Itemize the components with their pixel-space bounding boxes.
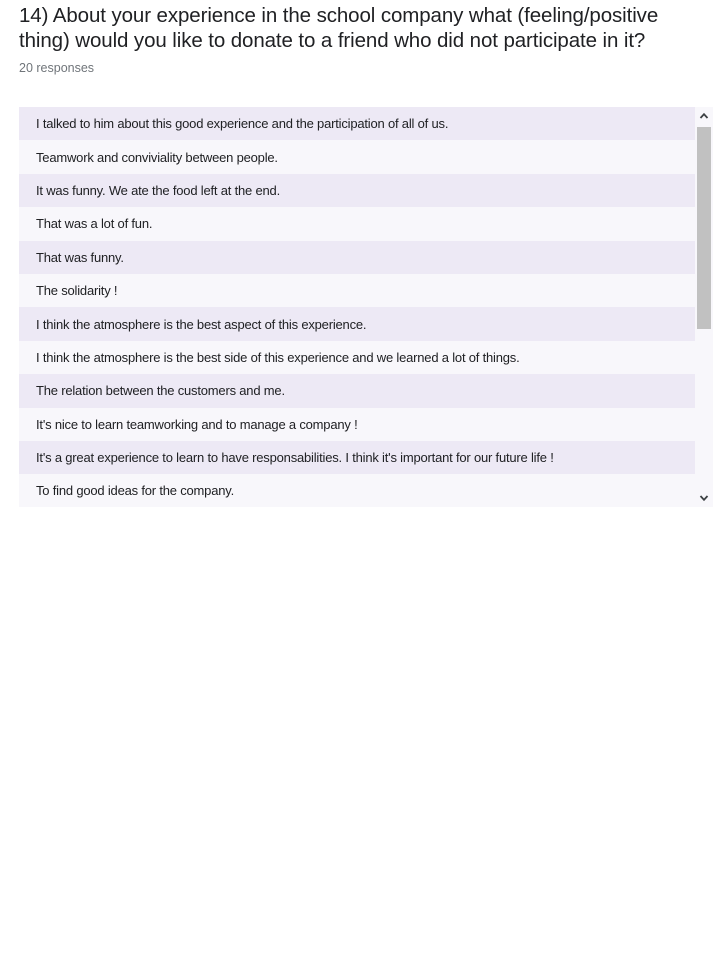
scrollbar[interactable]	[695, 107, 713, 507]
chevron-up-icon	[699, 111, 709, 121]
scroll-down-button[interactable]	[695, 489, 713, 507]
responses-list[interactable]	[19, 107, 695, 507]
list-item	[19, 408, 695, 441]
list-item	[19, 274, 695, 307]
list-item	[19, 174, 695, 207]
response-text: That was funny.	[36, 249, 124, 265]
response-text: Teamwork and conviviality between people.	[36, 149, 278, 165]
response-text: The relation between the customers and me.	[36, 383, 285, 399]
list-item	[19, 307, 695, 340]
response-text: The solidarity !	[36, 283, 118, 299]
response-text: I talked to him about this good experience and the participation of all of us.	[36, 116, 449, 132]
list-item	[19, 107, 695, 140]
list-item	[19, 341, 695, 374]
list-item	[19, 207, 695, 240]
response-text: To find good ideas for the company.	[36, 483, 234, 499]
list-item	[19, 474, 695, 507]
scroll-thumb[interactable]	[697, 127, 711, 329]
list-item	[19, 441, 695, 474]
response-text: It's a great experience to learn to have responsabilities. I think it's important for our future life !	[36, 450, 554, 466]
response-text: I think the atmosphere is the best aspect of this experience.	[36, 316, 367, 332]
list-item	[19, 241, 695, 274]
chevron-down-icon	[699, 493, 709, 503]
response-text: It's nice to learn teamworking and to manage a company !	[36, 416, 358, 432]
question-title: 14) About your experience in the school company what (feeling/positive thing) would you like to donate to a friend who did not participate in it?	[19, 4, 659, 52]
response-text: That was a lot of fun.	[36, 216, 153, 232]
scroll-up-button[interactable]	[695, 107, 713, 125]
list-item	[19, 374, 695, 407]
response-text: It was funny. We ate the food left at the end.	[36, 182, 280, 198]
responses-count: 20 responses	[19, 61, 95, 75]
list-item	[19, 140, 695, 173]
response-text: I think the atmosphere is the best side of this experience and we learned a lot of things.	[36, 349, 520, 365]
